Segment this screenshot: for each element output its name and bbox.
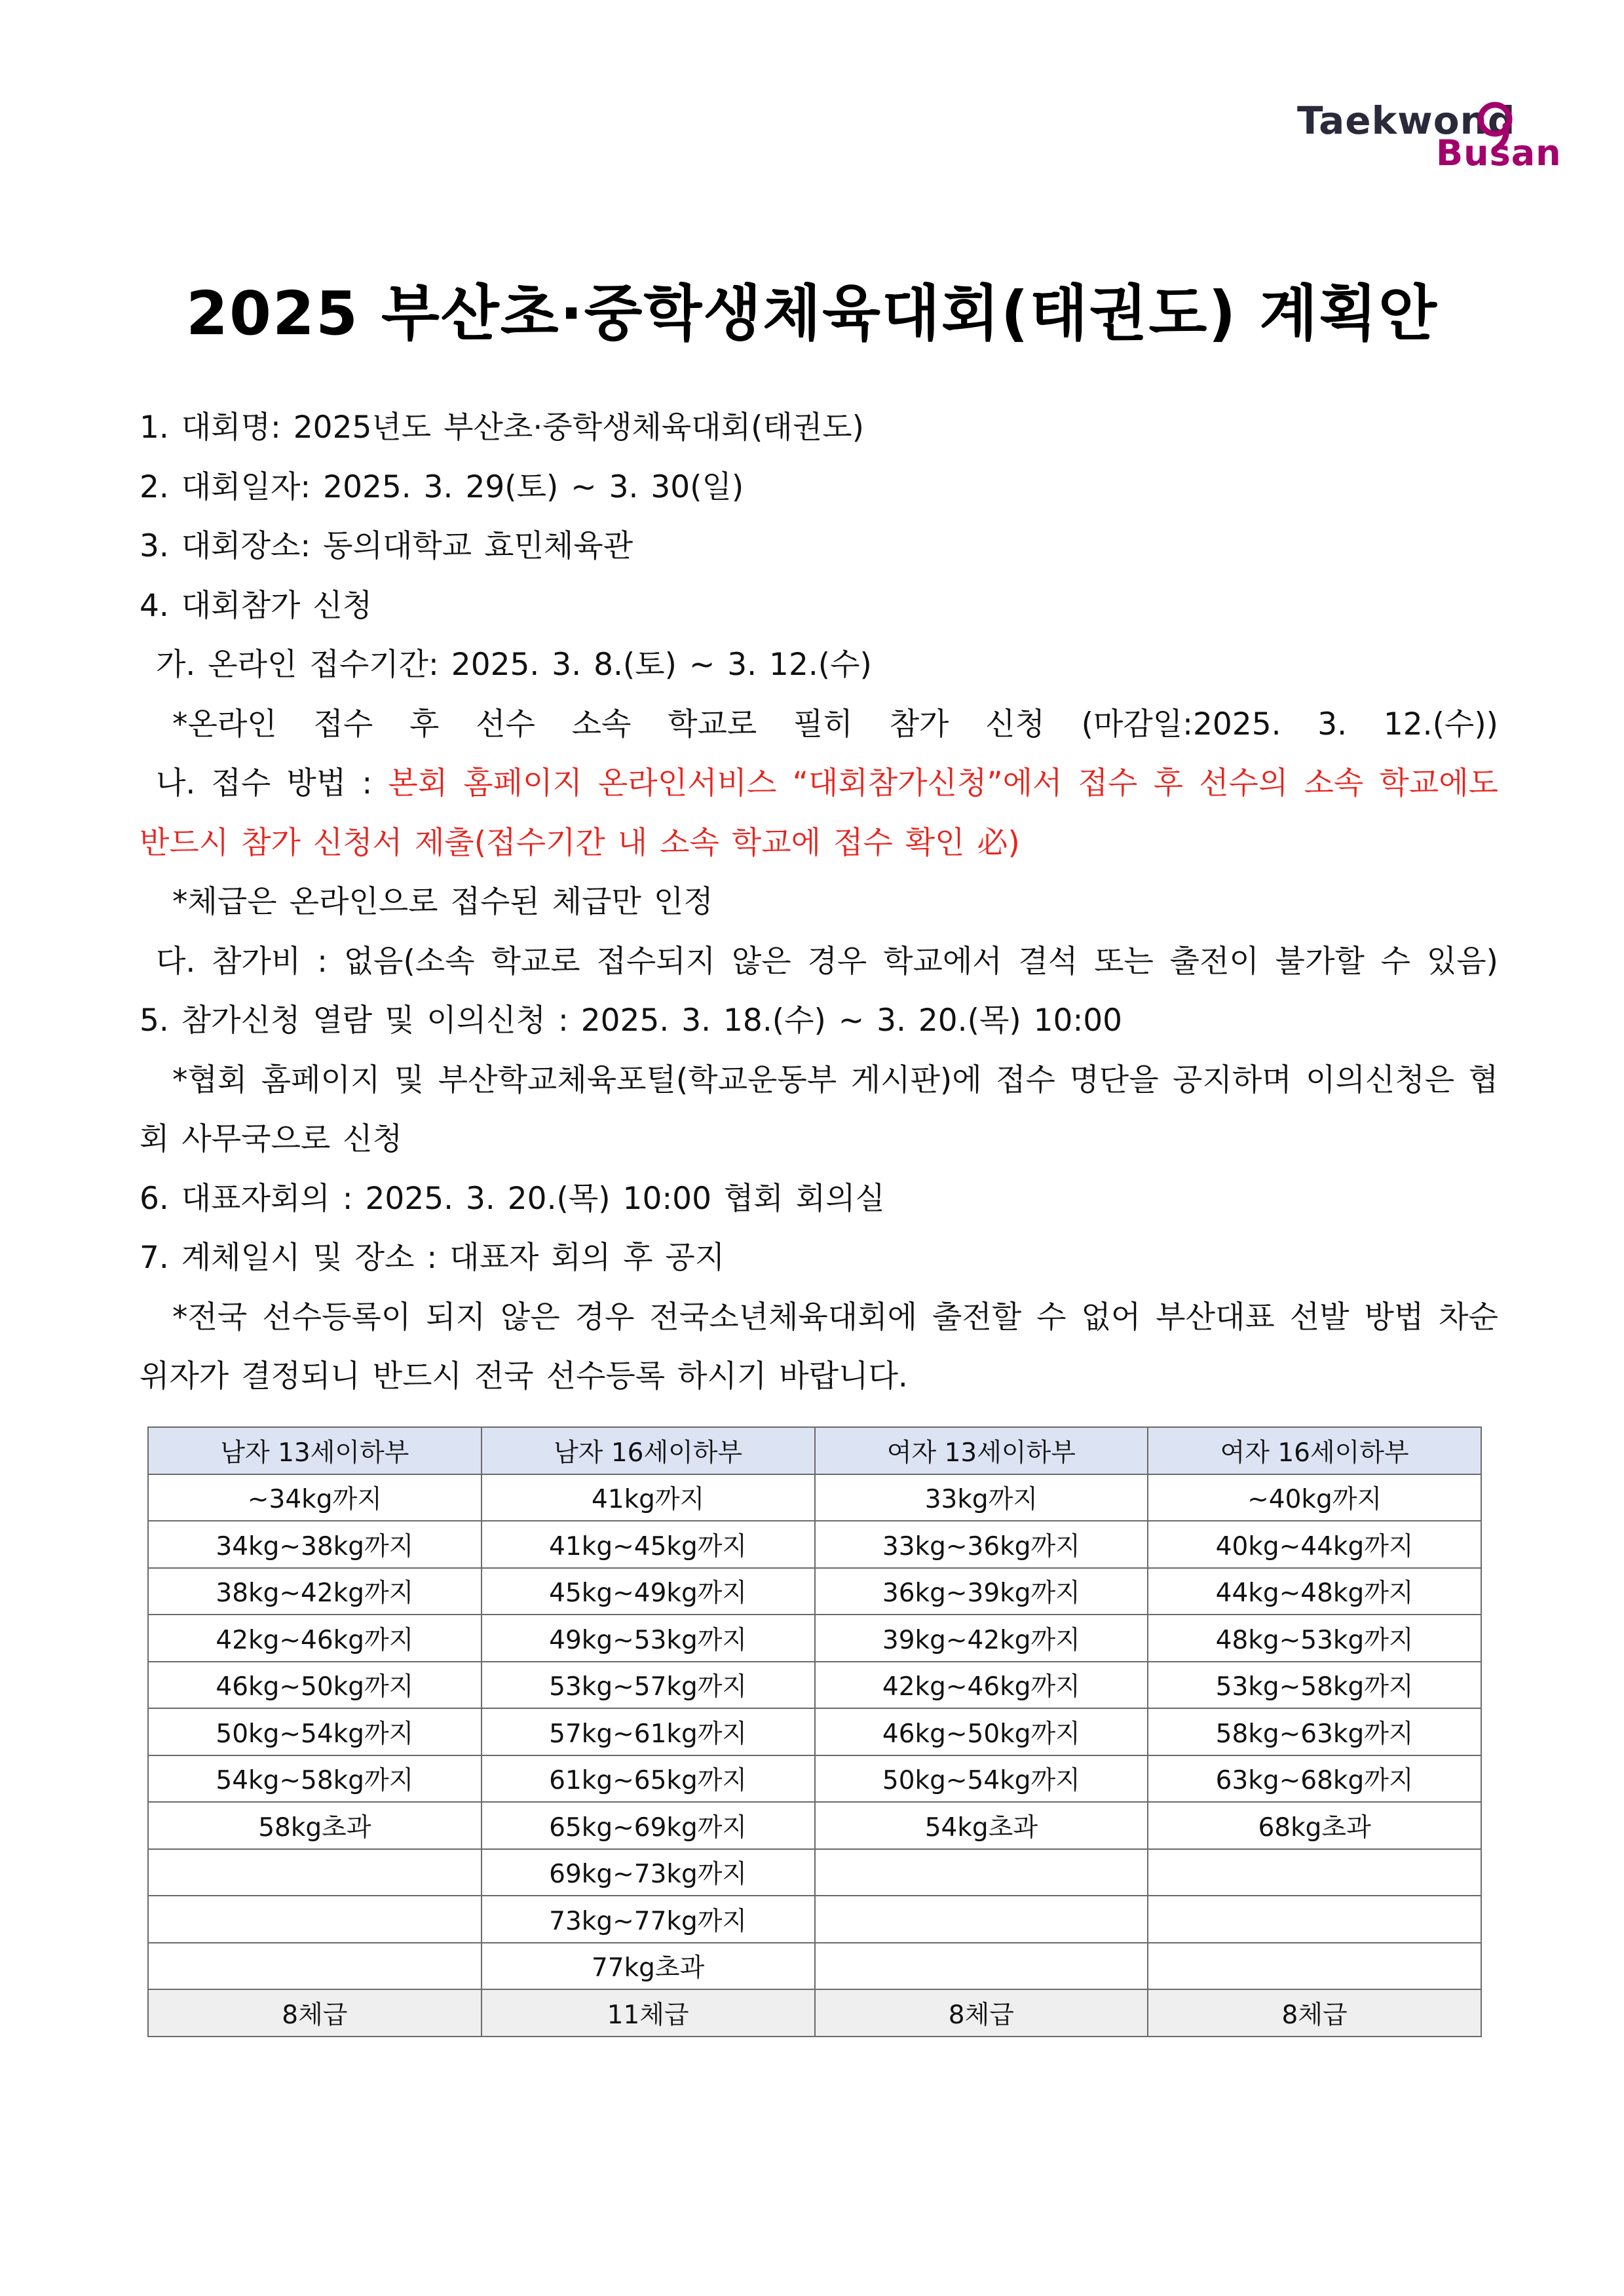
table-cell: 63kg~68kg까지 — [1148, 1755, 1481, 1803]
item-4-registration: 4. 대회참가 신청 — [140, 587, 373, 624]
weight-class-table — [147, 1426, 1482, 2037]
table-row — [148, 1708, 1481, 1755]
page-title: 2025 부산초·중학생체육대회(태권도) 계획안 — [185, 278, 1439, 349]
total-girls-u13: 8체급 — [815, 1989, 1148, 2037]
table-row — [148, 1755, 1481, 1803]
table-cell: 45kg~49kg까지 — [482, 1568, 815, 1615]
table-cell: 53kg~58kg까지 — [1148, 1662, 1481, 1709]
item-6-meeting: 6. 대표자회의 : 2025. 3. 20.(목) 10:00 협회 회의실 — [140, 1180, 885, 1217]
table-cell: 50kg~54kg까지 — [148, 1708, 482, 1755]
table-cell: 39kg~42kg까지 — [815, 1615, 1148, 1662]
table-row — [148, 1896, 1481, 1943]
total-boys-u16: 11체급 — [482, 1989, 815, 2037]
table-row — [148, 1474, 1481, 1521]
total-boys-u13: 8체급 — [148, 1989, 482, 2037]
item-7-note: *전국 선수등록이 되지 않은 경우 전국소년체육대회에 출전할 수 없어 부산대표 선발 방법 차순 — [172, 1299, 1498, 1335]
table-cell: 58kg~63kg까지 — [1148, 1708, 1481, 1755]
table-cell: 46kg~50kg까지 — [815, 1708, 1148, 1755]
table-cell: 65kg~69kg까지 — [482, 1802, 815, 1849]
item-5-note-cont: 회 사무국으로 신청 — [140, 1121, 403, 1157]
table-cell — [1148, 1943, 1481, 1990]
table-header-row — [148, 1427, 1481, 1474]
table-cell: 58kg초과 — [148, 1802, 482, 1849]
header-boys-u16: 남자 16세이하부 — [482, 1427, 815, 1474]
table-cell: 41kg까지 — [482, 1474, 815, 1521]
table-cell — [815, 1849, 1148, 1896]
table-cell: 57kg~61kg까지 — [482, 1708, 815, 1755]
header-girls-u13: 여자 13세이하부 — [815, 1427, 1148, 1474]
table-cell: 40kg~44kg까지 — [1148, 1521, 1481, 1568]
table-total-row — [148, 1989, 1481, 2037]
table-cell: 68kg초과 — [1148, 1802, 1481, 1849]
table-cell: 73kg~77kg까지 — [482, 1896, 815, 1943]
item-7-note-cont: 위자가 결정되니 반드시 전국 선수등록 하시기 바랍니다. — [140, 1358, 908, 1394]
table-row — [148, 1521, 1481, 1568]
table-cell: 69kg~73kg까지 — [482, 1849, 815, 1896]
taekwondo-busan-logo — [1297, 98, 1572, 177]
table-cell — [148, 1943, 482, 1990]
table-cell: 54kg초과 — [815, 1802, 1148, 1849]
table-cell — [1148, 1849, 1481, 1896]
table-row — [148, 1615, 1481, 1662]
table-cell: 33kg까지 — [815, 1474, 1148, 1521]
item-5-review: 5. 참가신청 열람 및 이의신청 : 2025. 3. 18.(수) ~ 3. 20.(목) 10:00 — [140, 1003, 1123, 1039]
item-3-event-venue: 3. 대회장소: 동의대학교 효민체육관 — [140, 528, 633, 564]
table-cell: 61kg~65kg까지 — [482, 1755, 815, 1803]
table-cell: 48kg~53kg까지 — [1148, 1615, 1481, 1662]
table-cell: 44kg~48kg까지 — [1148, 1568, 1481, 1615]
table-cell: 38kg~42kg까지 — [148, 1568, 482, 1615]
table-cell — [148, 1896, 482, 1943]
header-boys-u13: 남자 13세이하부 — [148, 1427, 482, 1474]
table-cell — [1148, 1896, 1481, 1943]
item-7-weigh-in: 7. 계체일시 및 장소 : 대표자 회의 후 공지 — [140, 1240, 725, 1276]
table-cell: 50kg~54kg까지 — [815, 1755, 1148, 1803]
table-cell: 42kg~46kg까지 — [148, 1615, 482, 1662]
table-cell: ~40kg까지 — [1148, 1474, 1481, 1521]
table-cell: 49kg~53kg까지 — [482, 1615, 815, 1662]
table-row — [148, 1802, 1481, 1849]
item-4b-red-text: 본회 홈페이지 온라인서비스 “대회참가신청”에서 접수 후 선수의 소속 학교에도 — [388, 765, 1498, 801]
item-4a-note: *온라인 접수 후 선수 소속 학교로 필히 참가 신청 (마감일:2025. 3. 12.(수)) — [172, 706, 1498, 742]
item-4b-method — [140, 754, 1498, 814]
total-girls-u16: 8체급 — [1148, 1989, 1481, 2037]
item-2-event-date: 2. 대회일자: 2025. 3. 29(토) ~ 3. 30(일) — [140, 469, 744, 505]
table-cell: 77kg초과 — [482, 1943, 815, 1990]
item-4b-note: *체급은 온라인으로 접수된 체급만 인정 — [172, 884, 713, 920]
table-cell — [815, 1943, 1148, 1990]
table-cell: 36kg~39kg까지 — [815, 1568, 1148, 1615]
table-row — [148, 1849, 1481, 1896]
logo-text-busan: Busan — [1436, 132, 1562, 174]
document-body — [140, 398, 1498, 1407]
table-cell: 53kg~57kg까지 — [482, 1662, 815, 1709]
table-cell: 41kg~45kg까지 — [482, 1521, 815, 1568]
header-girls-u16: 여자 16세이하부 — [1148, 1427, 1481, 1474]
table-cell: ~34kg까지 — [148, 1474, 482, 1521]
table-row — [148, 1662, 1481, 1709]
logo-text-taekwondo: Taekwond — [1297, 98, 1516, 143]
item-1-event-name: 1. 대회명: 2025년도 부산초·중학생체육대회(태권도) — [140, 410, 864, 446]
table-row — [148, 1568, 1481, 1615]
table-cell: 34kg~38kg까지 — [148, 1521, 482, 1568]
item-4c-fee: 다. 참가비 : 없음(소속 학교로 접수되지 않은 경우 학교에서 결석 또는 출전이 불가할 수 있음) — [156, 943, 1498, 980]
table-cell: 46kg~50kg까지 — [148, 1662, 482, 1709]
table-cell: 33kg~36kg까지 — [815, 1521, 1148, 1568]
table-cell — [148, 1849, 482, 1896]
table-cell: 54kg~58kg까지 — [148, 1755, 482, 1803]
table-cell: 42kg~46kg까지 — [815, 1662, 1148, 1709]
item-4a-online-period: 가. 온라인 접수기간: 2025. 3. 8.(토) ~ 3. 12.(수) — [156, 647, 872, 683]
table-cell — [815, 1896, 1148, 1943]
logo-swirl-icon — [1473, 100, 1519, 152]
table-row — [148, 1943, 1481, 1990]
item-4b-method-cont: 반드시 참가 신청서 제출(접수기간 내 소속 학교에 접수 확인 必) — [140, 824, 1020, 861]
item-4b-prefix: 나. 접수 방법 : — [156, 765, 388, 801]
item-5-note: *협회 홈페이지 및 부산학교체육포털(학교운동부 게시판)에 접수 명단을 공지하며 이의신청은 협 — [172, 1062, 1498, 1098]
